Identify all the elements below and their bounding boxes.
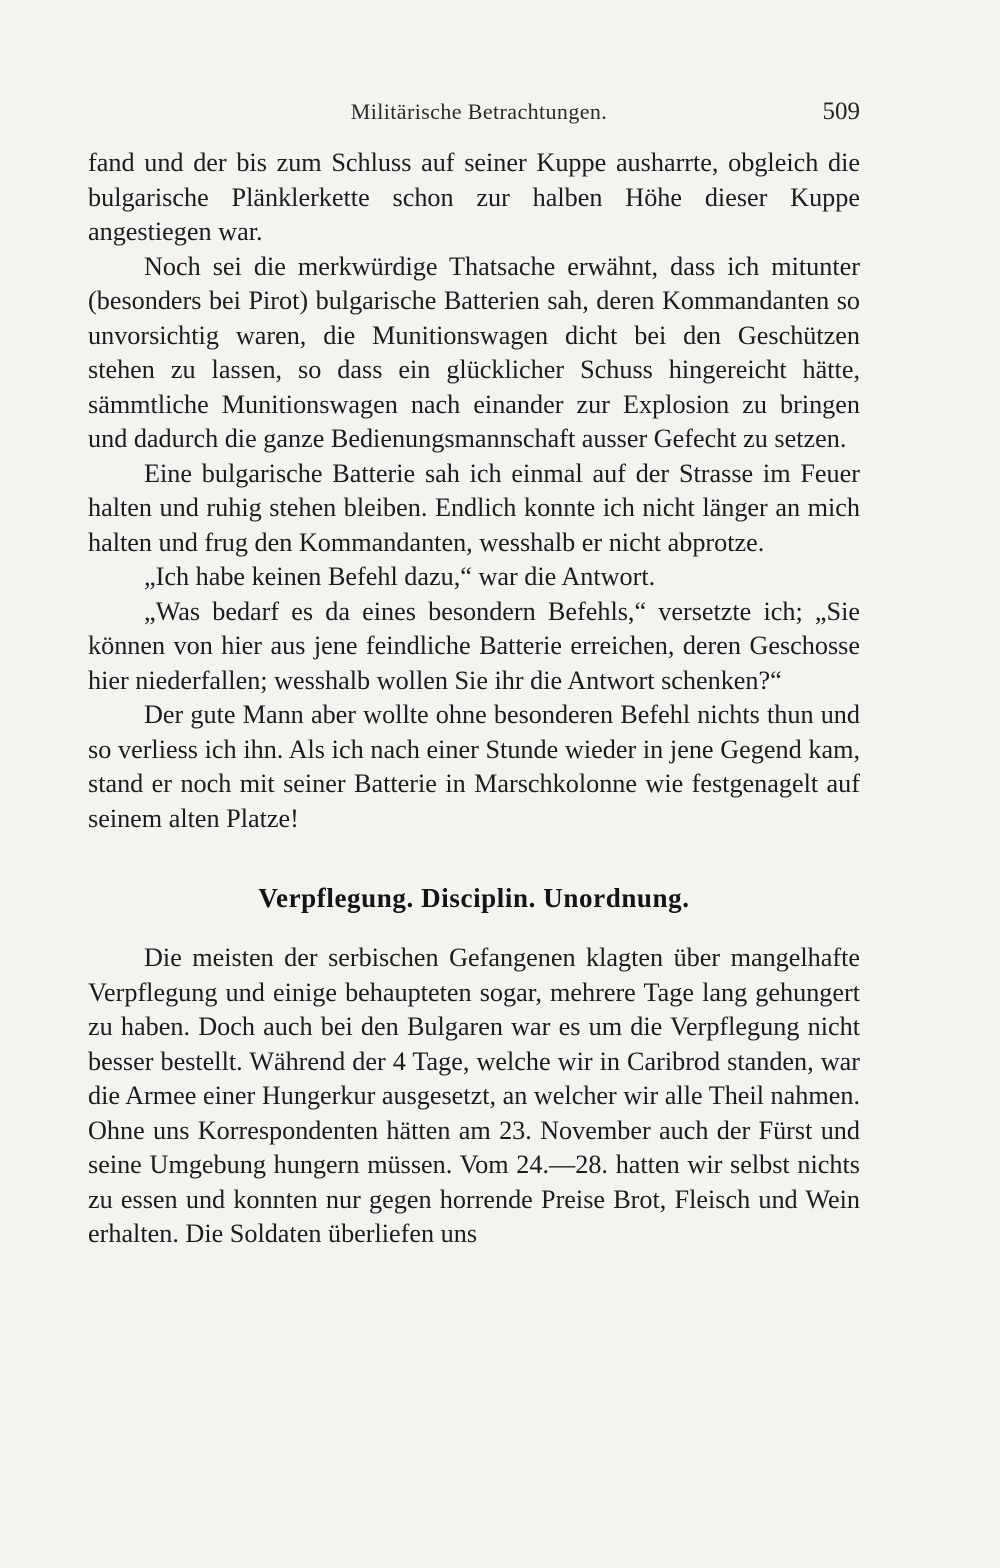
paragraph-dialogue-reply: „Was bedarf es da eines besondern Befehls,“ versetzte ich; „Sie können von hier aus jene feindliche Batterie erreichen, deren Geschosse hier niederfallen; wesshalb wollen Sie ihr die Antwort schenken?“ — [88, 596, 860, 695]
paragraph-battery-on-road: Eine bulgarische Batterie sah ich einmal auf der Strasse im Feuer halten und ruhig stehen bleiben. Endlich konnte ich nicht länger an mich halten und frug den Kommandanten, wesshalb er nicht abprotze. — [88, 458, 860, 557]
paragraph-munitions: Noch sei die merkwürdige Thatsache erwähnt, dass ich mitunter (besonders bei Pirot) bulgarische Batterien sah, deren Kommandanten so unvorsichtig waren, die Munitionswagen dicht bei den Geschützen stehen zu lassen, so dass ein glücklicher Schuss hingereicht hätte, sämmtliche Munitionswagen nach einander zur Explosion zu bringen und dadurch die ganze Bedienungsmannschaft ausser Gefecht zu setzen. — [88, 251, 860, 453]
page-number: 509 — [822, 98, 860, 125]
paragraph-dialogue-answer: „Ich habe keinen Befehl dazu,“ war die Antwort. — [144, 562, 656, 591]
body-text — [88, 146, 860, 1252]
running-title: Militärische Betrachtungen. — [350, 99, 608, 124]
paragraph-continuation: fand und der bis zum Schluss auf seiner Kuppe ausharrte, obgleich die bulgarische Plänklerkette schon zur halben Höhe dieser Kuppe angestiegen war. — [88, 148, 860, 246]
paragraph-conclusion: Der gute Mann aber wollte ohne besonderen Befehl nichts thun und so verliess ich ihn. Als ich nach einer Stunde wieder in jene Gegend kam, stand er noch mit seiner Batterie in Marschkolonne wie festgenagelt auf seinem alten Platze! — [88, 700, 860, 833]
section-heading: Verpflegung. Disciplin. Unordnung. — [258, 883, 690, 913]
paragraph-provisions: Die meisten der serbischen Gefangenen klagten über mangelhafte Verpflegung und einige behaupteten sogar, mehrere Tage lang gehungert zu haben. Doch auch bei den Bulgaren war es um die Verpflegung nicht besser bestellt. Während der 4 Tage, welche wir in Caribrod standen, war die Armee einer Hungerkur ausgesetzt, an welcher wir alle Theil nahmen. Ohne uns Korrespondenten hätten am 23. November auch der Fürst und seine Umgebung hungern müssen. Vom 24.—28. hatten wir selbst nichts zu essen und konnten nur gegen horrende Preise Brot, Fleisch und Wein erhalten. Die Soldaten überliefen uns — [88, 943, 860, 1248]
running-head — [88, 92, 860, 132]
